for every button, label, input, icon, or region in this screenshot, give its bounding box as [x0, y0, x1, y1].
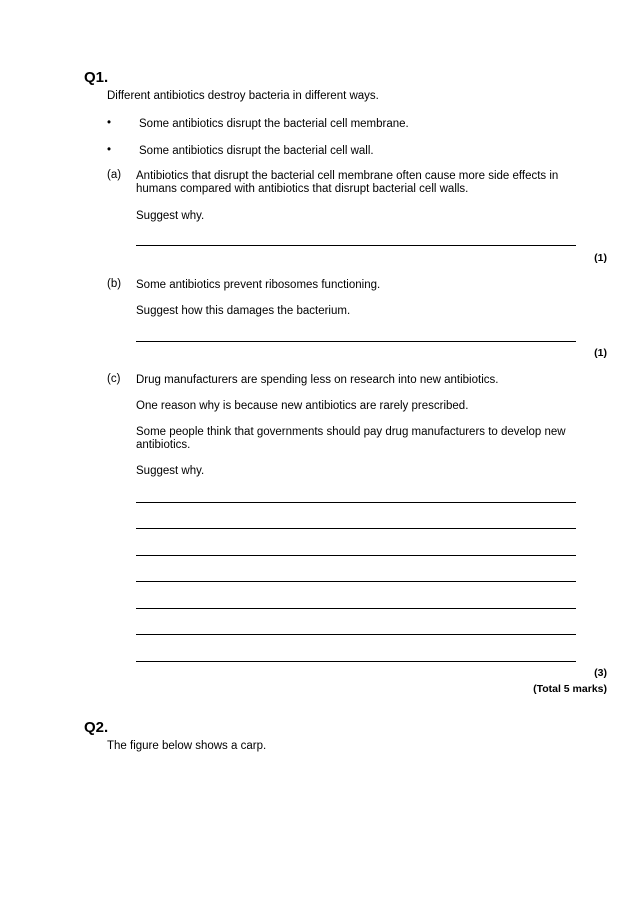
question-2-intro: The figure below shows a carp. [107, 740, 267, 752]
part-b-text: Some antibiotics prevent ribosomes functioning. [136, 279, 381, 291]
answer-line[interactable] [136, 245, 576, 246]
part-c-marks: (3) [594, 667, 607, 679]
part-b-prompt: Suggest how this damages the bacterium. [136, 305, 351, 317]
answer-line[interactable] [136, 581, 576, 582]
question-1-total-marks: (Total 5 marks) [533, 683, 607, 695]
answer-line[interactable] [136, 502, 576, 503]
question-1-intro: Different antibiotics destroy bacteria in different ways. [107, 90, 379, 102]
bullet-text-membrane: Some antibiotics disrupt the bacterial cell membrane. [139, 118, 409, 130]
part-c-paragraph-3-line-2: antibiotics. [136, 439, 191, 451]
answer-line[interactable] [136, 555, 576, 556]
part-c-prompt: Suggest why. [136, 465, 205, 477]
part-a-text-line-2: humans compared with antibiotics that disrupt bacterial cell walls. [136, 183, 469, 195]
question-2-label: Q2. [84, 719, 109, 736]
part-a-label: (a) [107, 169, 122, 181]
answer-line[interactable] [136, 634, 576, 635]
question-1-label: Q1. [84, 69, 109, 86]
part-c-text: Drug manufacturers are spending less on research into new antibiotics. [136, 374, 499, 386]
answer-line[interactable] [136, 341, 576, 342]
part-b-marks: (1) [594, 347, 607, 359]
answer-line[interactable] [136, 661, 576, 662]
part-a-prompt: Suggest why. [136, 210, 205, 222]
answer-line[interactable] [136, 528, 576, 529]
part-c-label: (c) [107, 373, 121, 385]
part-c-paragraph-3-line-1: Some people think that governments should pay drug manufacturers to develop new [136, 426, 566, 438]
part-a-marks: (1) [594, 252, 607, 264]
answer-line[interactable] [136, 608, 576, 609]
part-a-text-line-1: Antibiotics that disrupt the bacterial cell membrane often cause more side effects in [136, 170, 559, 182]
bullet-text-wall: Some antibiotics disrupt the bacterial cell wall. [139, 145, 374, 157]
bullet-dot: • [107, 144, 112, 156]
bullet-dot: • [107, 117, 112, 129]
part-c-paragraph-2: One reason why is because new antibiotics are rarely prescribed. [136, 400, 469, 412]
part-b-label: (b) [107, 278, 122, 290]
